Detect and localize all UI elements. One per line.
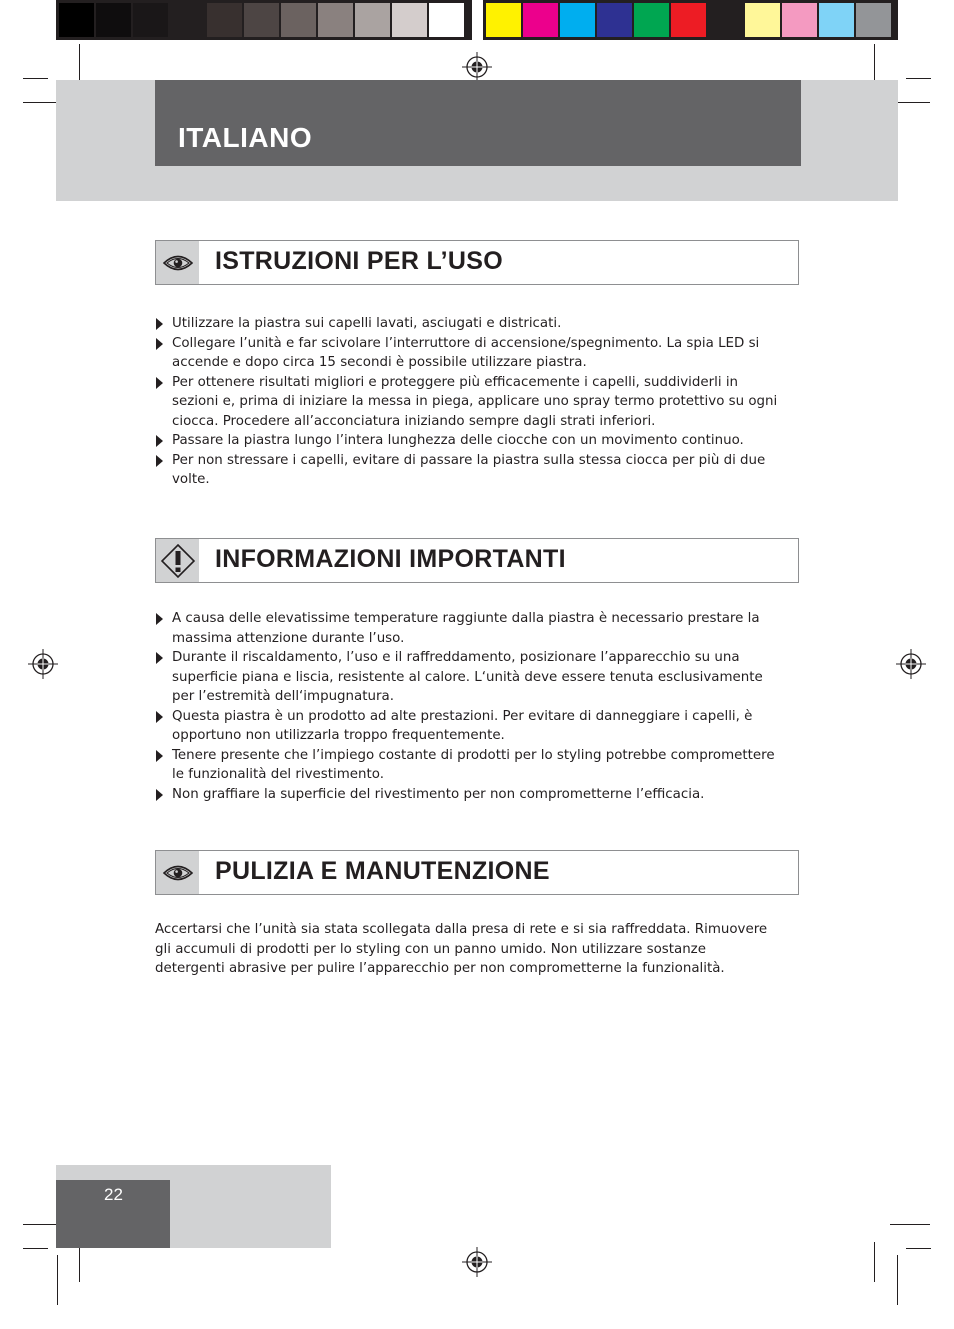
bullet-arrow-icon xyxy=(156,789,163,801)
bullet-arrow-icon xyxy=(156,318,163,330)
language-header xyxy=(155,80,801,166)
eye-icon xyxy=(163,863,193,883)
section-header-important xyxy=(155,538,799,583)
page-number: 22 xyxy=(104,1185,123,1204)
gray-color-bar xyxy=(56,0,466,40)
list-item: Tenere presente che l’impiego costante di prodotti per lo styling potrebbe compromettere le funzionalità del rivestimento. xyxy=(155,746,780,785)
color-swatch xyxy=(523,3,558,37)
color-swatch xyxy=(708,3,743,37)
gray-swatch xyxy=(96,3,131,37)
usage-instructions-list xyxy=(155,314,780,490)
bullet-arrow-icon xyxy=(156,338,163,350)
crop-mark xyxy=(23,1248,48,1249)
list-item: Passare la piastra lungo l’intera lunghezza delle ciocche con un movimento continuo. xyxy=(155,431,780,451)
gray-swatch xyxy=(59,3,94,37)
bullet-arrow-icon xyxy=(156,750,163,762)
crop-mark xyxy=(23,78,48,79)
color-swatch xyxy=(745,3,780,37)
bullet-arrow-icon xyxy=(156,711,163,723)
gray-swatch xyxy=(281,3,316,37)
gray-swatch xyxy=(392,3,427,37)
gray-swatch xyxy=(207,3,242,37)
registration-mark-icon xyxy=(896,649,926,679)
crop-mark xyxy=(890,1224,930,1225)
list-item: Questa piastra è un prodotto ad alte prestazioni. Per evitare di danneggiare i capelli, è opportuno non utilizzarla troppo frequentemente. xyxy=(155,707,780,746)
bullet-arrow-icon xyxy=(156,435,163,447)
bullet-arrow-icon xyxy=(156,455,163,467)
list-item: Per non stressare i capelli, evitare di passare la piastra sulla stessa ciocca per più di due volte. xyxy=(155,451,780,490)
list-item: Utilizzare la piastra sui capelli lavati, asciugati e districati. xyxy=(155,314,780,334)
crop-mark xyxy=(906,1248,931,1249)
registration-mark-icon xyxy=(462,52,492,82)
gray-swatch xyxy=(429,3,464,37)
section-title: PULIZIA E MANUTENZIONE xyxy=(215,857,550,885)
section-header-cleaning xyxy=(155,850,799,895)
page-number-box xyxy=(56,1180,170,1248)
section-icon-box xyxy=(156,851,199,894)
crop-mark xyxy=(906,78,931,79)
process-color-bar xyxy=(483,0,893,40)
warning-icon xyxy=(161,544,195,578)
bullet-arrow-icon xyxy=(156,613,163,625)
section-title: INFORMAZIONI IMPORTANTI xyxy=(215,545,566,573)
gray-swatch xyxy=(318,3,353,37)
crop-mark xyxy=(874,1242,875,1282)
color-swatch xyxy=(597,3,632,37)
bullet-arrow-icon xyxy=(156,377,163,389)
registration-mark-icon xyxy=(28,649,58,679)
color-swatch xyxy=(819,3,854,37)
color-swatch xyxy=(671,3,706,37)
section-title: ISTRUZIONI PER L’USO xyxy=(215,247,503,275)
important-info-list xyxy=(155,609,780,804)
crop-mark xyxy=(57,1255,58,1305)
color-swatch xyxy=(782,3,817,37)
list-item: Per ottenere risultati migliori e proteggere più efficacemente i capelli, suddividerli in sezioni e, prima di iniziare la messa in piega, applicare uno spray termo protettivo su ogni ciocca. Procedere all’acconciatura iniziando sempre dagli strati inferiori. xyxy=(155,373,780,432)
registration-mark-icon xyxy=(462,1247,492,1277)
color-swatch xyxy=(634,3,669,37)
cleaning-paragraph: Accertarsi che l’unità sia stata scollegata dalla presa di rete e si sia raffreddata. Rimuovere gli accumuli di prodotti per lo styling con un panno umido. Non utilizzare sostanze detergenti abrasive per pulire l’apparecchio per non comprometterne la funzionalità. xyxy=(155,922,768,977)
section-header-usage xyxy=(155,240,799,285)
eye-icon xyxy=(163,253,193,273)
gray-swatch xyxy=(244,3,279,37)
list-item: A causa delle elevatissime temperature raggiunte dalla piastra è necessario prestare la massima attenzione durante l’uso. xyxy=(155,609,780,648)
list-item: Non graffiare la superficie del rivestimento per non comprometterne l’efficacia. xyxy=(155,785,780,805)
section-icon-box xyxy=(156,539,199,582)
color-swatch xyxy=(856,3,891,37)
color-swatch xyxy=(560,3,595,37)
gray-swatch xyxy=(133,3,168,37)
list-item: Collegare l’unità e far scivolare l’interruttore di accensione/spegnimento. La spia LED si accende e dopo circa 15 secondi è possibile utilizzare piastra. xyxy=(155,334,780,373)
gray-swatch xyxy=(170,3,205,37)
bullet-arrow-icon xyxy=(156,652,163,664)
section-icon-box xyxy=(156,241,199,284)
crop-mark xyxy=(79,1242,80,1282)
crop-mark xyxy=(897,1255,898,1305)
list-item: Durante il riscaldamento, l’uso e il raffreddamento, posizionare l’apparecchio su una superficie piana e liscia, resistente al calore. L‘unità deve essere tenuta esclusivamente per l’estremità dell‘impugnatura. xyxy=(155,648,780,707)
color-swatch xyxy=(486,3,521,37)
gray-swatch xyxy=(355,3,390,37)
language-title: ITALIANO xyxy=(178,122,313,153)
